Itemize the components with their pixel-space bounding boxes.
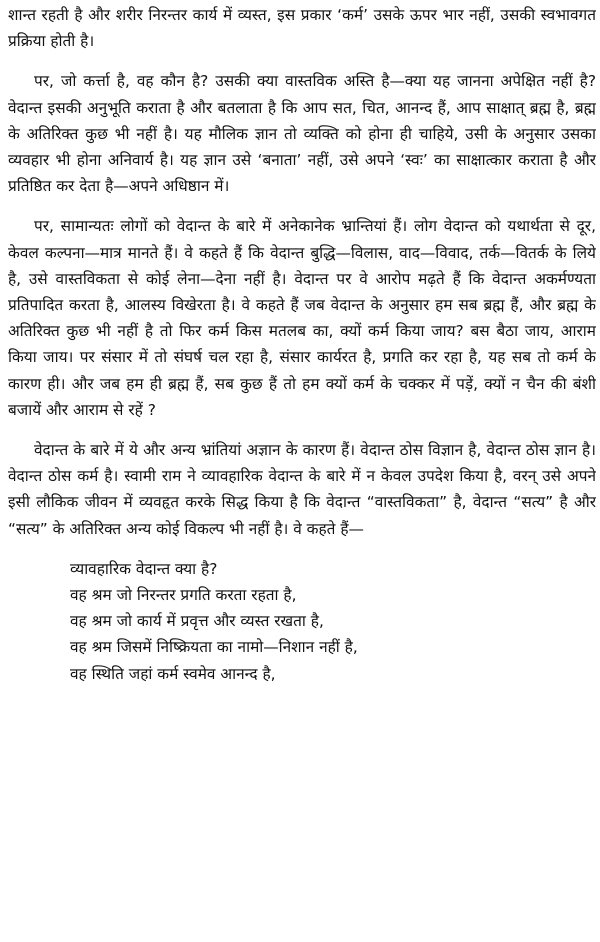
paragraph-2: पर, जो कर्त्ता है, वह कौन है? उसकी क्या वास्तविक अस्ति है—क्या यह जानना अपेक्षित नहीं है? वेदान्त इसकी अनुभूति कराता है और बतलाता है कि आप सत, चित, आनन्द हैं, आप साक्षात् ब्रह्म है, ब्रह्म के अतिरिक्त कुछ भी नहीं है। यह मौलिक ज्ञान तो व्यक्ति को होना ही चाहिये, उसी के अनुसार उसका व्यवहार भी होना अनिवार्य है। यह ज्ञान उसे ‘बनाता’ नहीं, उसे अपने ‘स्वः’ का साक्षात्कार कराता है और प्रतिष्ठित कर देता है—अपने अधिष्ठान में। xyxy=(8,72,596,196)
paragraph-1: शान्त रहती है और शरीर निरन्तर कार्य में व्यस्त, इस प्रकार ‘कर्म’ उसके ऊपर भार नहीं, उसकी स्वभावगत प्रक्रिया होती है। xyxy=(8,6,596,51)
verse-line-5: वह स्थिति जहां कर्म स्वमेव आनन्द है, xyxy=(70,664,276,683)
verse-line-4: वह श्रम जिसमें निष्क्रियता का नामो—निशान नहीं है, xyxy=(70,638,358,657)
verse-line-1: व्यावहारिक वेदान्त क्या है? xyxy=(70,559,218,578)
paragraph-3: पर, सामान्यतः लोगों को वेदान्त के बारे में अनेकानेक भ्रान्तियां हैं। लोग वेदान्त को यथार्थता से दूर, केवल कल्पना—मात्र मानते हैं। वे कहते हैं कि वेदान्त बुद्धि—विलास, वाद—विवाद, तर्क—वितर्क के लिये है, उसे वास्तविकता से कोई लेना—देना नहीं है। वेदान्त पर वे आरोप मढ़ते हैं कि वेदान्त अकर्मण्यता प्रतिपादित करता है, आलस्य विखेरता है। वे कहते हैं जब वेदान्त के अनुसार हम सब ब्रह्म हैं, और ब्रह्म के अतिरिक्त कुछ भी नहीं है तो फिर कर्म किस मतलब का, क्यों कर्म किया जाय? बस बैठा जाय, आराम किया जाय। पर संसार में तो संघर्ष चल रहा है, संसार कार्यरत है, प्रगति कर रहा है, यह सब तो कर्म के कारण ही। और जब हम ही ब्रह्म हैं, सब कुछ हैं तो हम क्यों कर्म के चक्कर में पड़ें, क्यों न चैन की बंशी बजायें और आराम से रहें ? xyxy=(8,217,596,419)
document-page xyxy=(8,0,596,942)
verse-block xyxy=(70,556,596,687)
verse-line-2: वह श्रम जो निरन्तर प्रगति करता रहता है, xyxy=(70,586,297,605)
verse-line-3: वह श्रम जो कार्य में प्रवृत्त और व्यस्त रखता है, xyxy=(70,612,324,631)
paragraph-4: वेदान्त के बारे में ये और अन्य भ्रांतियां अज्ञान के कारण हैं। वेदान्त ठोस विज्ञान है, वेदान्त ठोस ज्ञान है। वेदान्त ठोस कर्म है। स्वामी राम ने व्यावहारिक वेदान्त के बारे में न केवल उपदेश किया है, वरन् उसे अपने इसी लौकिक जीवन में व्यवहृत करके सिद्ध किया है कि वेदान्त “वास्तविकता” है, वेदान्त “सत्य” है और “सत्य” के अतिरिक्त अन्य कोई विकल्प भी नहीं है। वे कहते हैं— xyxy=(8,441,596,538)
